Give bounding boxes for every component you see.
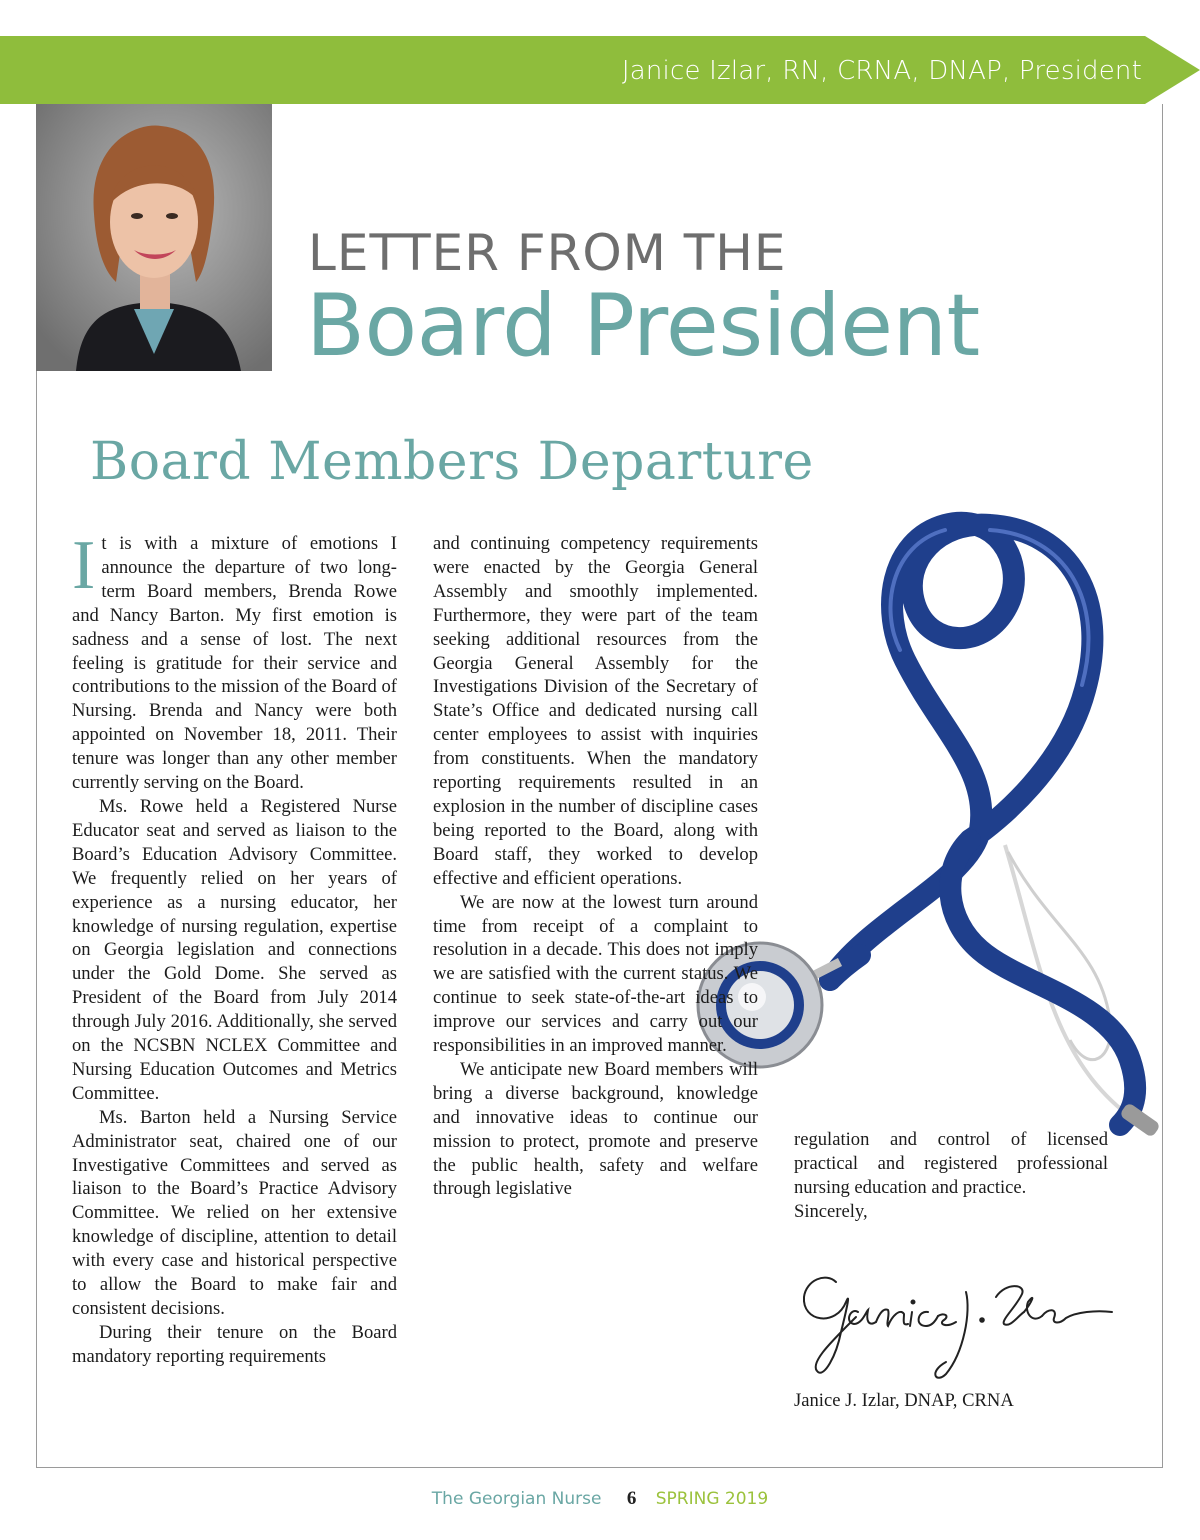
paragraph-new-members: We anticipate new Board members will bring a diverse background, knowledge and innovative ideas to continue our mission to protect, promote and preserve the public health, safety and welfare through legislative: [433, 1058, 758, 1200]
signer-name: Janice J. Izlar, DNAP, CRNA: [794, 1390, 1014, 1411]
stethoscope-heart-image: [690, 500, 1170, 1160]
header-banner: [0, 36, 1200, 104]
paragraph-conclusion: regulation and control of licensed practical and registered professional nursing education and practice.: [794, 1129, 1108, 1198]
heading-line-2: Board President: [306, 276, 980, 376]
paragraph-opening: It is with a mixture of emotions I announce the departure of two long-term Board members, Brenda Rowe and Nancy Barton. My first emotion is sadness and a sense of lost. The next feeling is gratitude for their service and contributions to the mission of the Board of Nursing. Brenda and Nancy were both appointed on November 18, 2011. Their tenure was longer than any other member currently serving on the Board.: [72, 527, 397, 794]
closing-salutation: Sincerely,: [794, 1200, 868, 1222]
president-portrait: [36, 104, 272, 371]
page-footer: [0, 1488, 1200, 1510]
footer-issue: SPRING 2019: [655, 1489, 769, 1509]
footer-publication: The Georgian Nurse: [431, 1489, 602, 1509]
drop-cap: I: [72, 527, 96, 604]
heading-line-1: LETTER FROM THE: [308, 224, 787, 282]
article-subheading: Board Members Departure: [90, 432, 814, 492]
paragraph-barton: Ms. Barton held a Nursing Service Administrator seat, chaired one of our Investigative Committees and served as liaison to the Board’s Practice Advisory Committee. We relied on her extensive knowledge of discipline, attention to detail with every case and historical perspective to allow the Board to make fair and consistent decisions.: [72, 1106, 397, 1319]
paragraph-rowe: Ms. Rowe held a Registered Nurse Educator seat and served as liaison to the Board’s Education Advisory Committee. We frequently relied on her years of experience as a nursing educator, her knowledge of nursing regulation, expertise on Georgia legislation and connections under the Gold Dome. She served as President of the Board from July 2014 through July 2016. Additionally, she served on the NCSBN NCLEX Committee and Nursing Education Outcomes and Metrics Committee.: [72, 795, 397, 1104]
paragraph-turnaround: We are now at the lowest turn around time from receipt of a complaint to resolution in a decade. This does not imply we are satisfied with the current status. We continue to seek state-of-the-art ideas to improve our services and carry out our responsibilities in an improved manner.: [433, 891, 758, 1057]
article-column-1: [72, 527, 397, 1369]
footer-page-number: 6: [626, 1488, 637, 1509]
author-title: Janice Izlar, RN, CRNA, DNAP, President: [621, 56, 1142, 86]
handwritten-signature: [796, 1272, 1116, 1387]
article-column-2: [433, 532, 758, 1201]
paragraph-continuation: and continuing competency requirements were enacted by the Georgia General Assembly and smoothly implemented. Furthermore, they were part of the team seeking additional resources from the Georgia General Assembly for the Investigations Division of the Secretary of State’s Office and dedicated nursing call center employees to assist with inquiries from constituents. When the mandatory reporting requirements resulted in an explosion in the number of discipline cases being reported to the Board, along with Board staff, they worked to develop effective and efficient operations.: [433, 533, 758, 889]
article-column-3: [794, 1128, 1108, 1224]
paragraph-tenure: During their tenure on the Board mandatory reporting requirements: [72, 1321, 397, 1367]
